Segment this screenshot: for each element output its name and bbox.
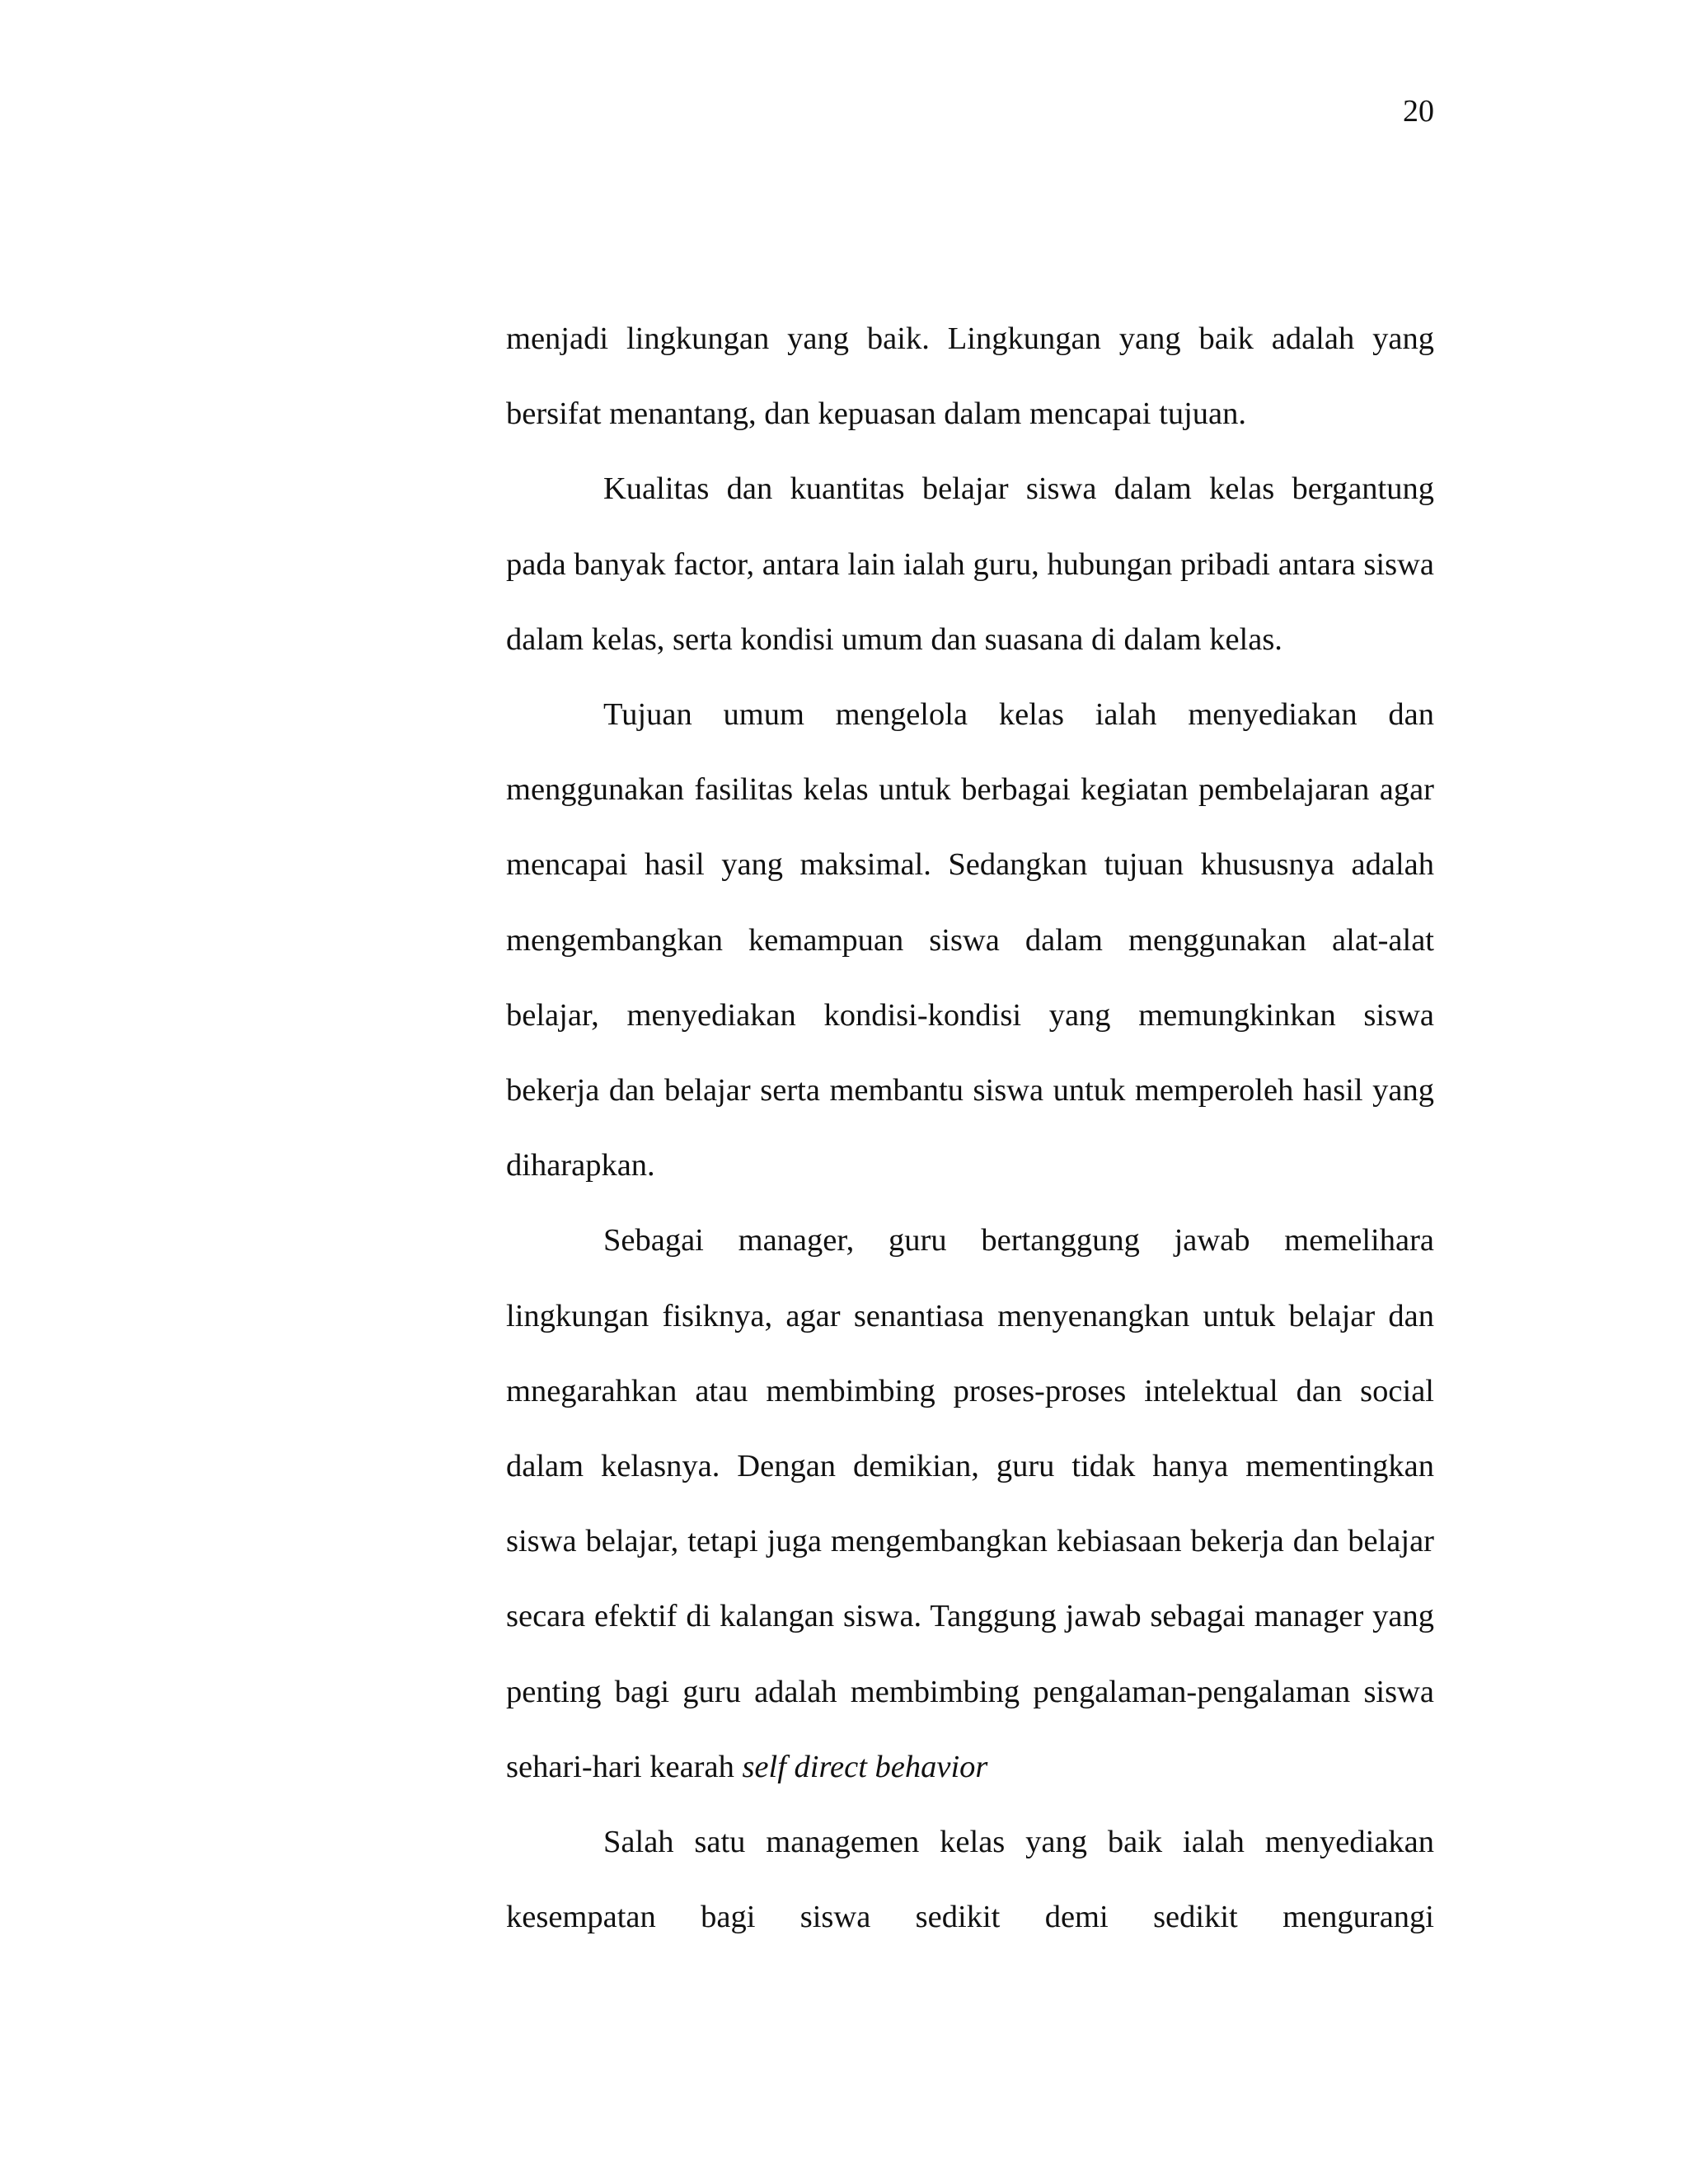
paragraph-4	[506, 1203, 1434, 1805]
paragraph-5: Salah satu managemen kelas yang baik ialah menyediakan kesempatan bagi siswa sedikit demi sedikit mengurangi	[506, 1825, 1434, 1935]
document-body	[506, 302, 1434, 1955]
paragraph-3: Tujuan umum mengelola kelas ialah menyediakan dan menggunakan fasilitas kelas untuk berbagai kegiatan pembelajaran agar mencapai hasil yang maksimal. Sedangkan tujuan khususnya adalah mengembangkan kemampuan siswa dalam menggunakan alat-alat belajar, menyediakan kondisi-kondisi yang memungkinkan siswa bekerja dan belajar serta membantu siswa untuk memperoleh hasil yang diharapkan.	[506, 697, 1434, 1183]
page-number: 20	[1403, 94, 1434, 129]
paragraph-2: Kualitas dan kuantitas belajar siswa dalam kelas bergantung pada banyak factor, antara lain ialah guru, hubungan pribadi antara siswa dalam kelas, serta kondisi umum dan suasana di dalam kelas.	[506, 471, 1434, 657]
paragraph-4-text: Sebagai manager, guru bertanggung jawab memelihara lingkungan fisiknya, agar senantiasa menyenangkan untuk belajar dan mnegarahkan atau membimbing proses-proses intelektual dan social dalam kelasnya. Dengan demikian, guru tidak hanya mementingkan siswa belajar, tetapi juga mengembangkan kebiasaan bekerja dan belajar secara efektif di kalangan siswa. Tanggung jawab sebagai manager yang penting bagi guru adalah membimbing pengalaman-pengalaman siswa sehari-hari kearah	[506, 1223, 1434, 1784]
paragraph-4-italic-term: self direct behavior	[742, 1749, 988, 1784]
paragraph-1: menjadi lingkungan yang baik. Lingkungan yang baik adalah yang bersifat menantang, dan kepuasan dalam mencapai tujuan.	[506, 321, 1434, 432]
